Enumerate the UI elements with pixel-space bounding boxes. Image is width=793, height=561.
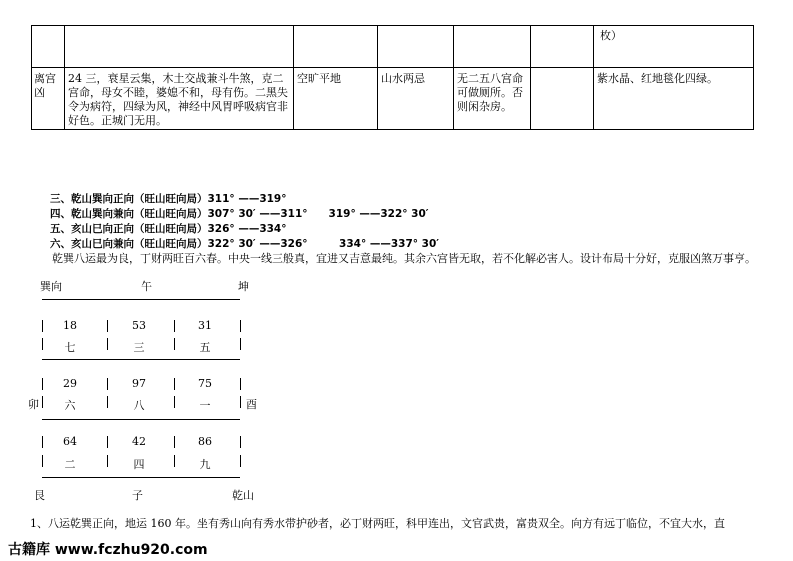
grid-tick: [240, 396, 241, 408]
grid-tick: [240, 436, 241, 448]
verse-paragraph: 乾巽八运最为良，丁财两旺百六春。中央一线三般真，宜进又吉意最纯。其余六宫皆无取，若不化解必害人。设计布局十分好，克服凶煞万事亨。: [52, 252, 756, 265]
table-col-line: [31, 25, 32, 130]
cell-remedy-cont: 枚）: [600, 29, 622, 42]
heading-5: 五、亥山巳向正向（旺山旺向局）326° ——334°: [50, 223, 287, 235]
label-left: 卯: [28, 398, 39, 411]
cell-palace: 离宫凶: [34, 72, 56, 99]
table-border-top: [31, 25, 754, 26]
grid-tick: [174, 320, 175, 332]
grid-tick: [240, 455, 241, 467]
section-headings: [50, 192, 439, 252]
grid-tick: [240, 320, 241, 332]
grid-tick: [42, 378, 43, 390]
grid-tick: [174, 396, 175, 408]
grid-tick: [174, 455, 175, 467]
cell-star: 六: [64, 399, 76, 412]
grid-tick: [42, 455, 43, 467]
cell-number: 18: [63, 319, 77, 332]
table-col-line: [293, 25, 294, 130]
table-col-line: [753, 25, 754, 130]
cell-star: 八: [133, 399, 145, 412]
grid-tick: [42, 338, 43, 350]
table-row-divider: [31, 67, 754, 68]
heading-3: 三、乾山巽向正向（旺山旺向局）311° ——319°: [50, 193, 287, 205]
label-bottom-mid: 子: [132, 489, 143, 502]
grid-tick: [42, 436, 43, 448]
grid-tick: [107, 338, 108, 350]
cell-star: 一: [199, 399, 211, 412]
cell-number: 75: [198, 377, 212, 390]
grid-tick: [240, 378, 241, 390]
table-col-line: [64, 25, 65, 130]
cell-star: 二: [64, 458, 76, 471]
grid-tick: [107, 320, 108, 332]
table-border-bottom: [31, 129, 754, 130]
label-bottom-left: 艮: [34, 489, 45, 502]
grid-tick: [107, 455, 108, 467]
grid-tick: [107, 436, 108, 448]
grid-line: [42, 477, 240, 478]
cell-environment: 空旷平地: [297, 72, 341, 85]
grid-tick: [42, 396, 43, 408]
cell-number: 29: [63, 377, 77, 390]
cell-star: 四: [133, 458, 145, 471]
label-right: 酉: [246, 398, 257, 411]
cell-star: 九: [199, 458, 211, 471]
cell-mountain-water: 山水两忌: [381, 72, 425, 85]
grid-tick: [174, 436, 175, 448]
table-col-line: [530, 25, 531, 130]
grid-tick: [240, 338, 241, 350]
cell-number: 86: [198, 435, 212, 448]
grid-tick: [174, 378, 175, 390]
table-col-line: [453, 25, 454, 130]
cell-usage: 无二五八宫命可做厕所。否则闲杂房。: [457, 72, 523, 113]
table-col-line: [593, 25, 594, 130]
cell-remedy: 紫水晶、红地毯化四绿。: [597, 72, 718, 85]
cell-star: 七: [64, 341, 76, 354]
fengshui-table: [31, 25, 754, 130]
cell-star: 五: [199, 341, 211, 354]
cell-description: 24 三，衰星云集，木土交战兼斗牛煞，克二宫命，母女不睦，婆媳不和，母有伤。二黑失令为病符，四绿为风，神经中风胃呼吸病官非好色。正城门无用。: [68, 72, 288, 127]
grid-line: [42, 359, 240, 360]
label-top-mid: 午: [141, 280, 152, 293]
heading-6: 六、亥山巳向兼向（旺山旺向局）322° 30′ ——326° 334° ——337° 30′: [50, 238, 440, 250]
bottom-paragraph: 1、八运乾巽正向，地运 160 年。坐有秀山向有秀水带护砂者，必丁财两旺，科甲连出，文官武贵，富贵双全。向方有远丁临位，不宜大水，直: [30, 517, 725, 530]
table-col-line: [377, 25, 378, 130]
cell-star: 三: [133, 341, 145, 354]
grid-tick: [174, 338, 175, 350]
heading-4: 四、乾山巽向兼向（旺山旺向局）307° 30′ ——311° 319° ——322° 30′: [50, 208, 429, 220]
cell-number: 53: [132, 319, 146, 332]
grid-tick: [42, 320, 43, 332]
cell-number: 64: [63, 435, 77, 448]
label-bottom-right: 乾山: [232, 489, 254, 502]
grid-line: [42, 299, 240, 300]
label-top-right: 坤: [238, 280, 249, 293]
grid-tick: [107, 396, 108, 408]
grid-line: [42, 419, 240, 420]
cell-number: 42: [132, 435, 146, 448]
footer-watermark[interactable]: 古籍库 www.fczhu920.com: [8, 542, 208, 558]
label-top-left: 巽向: [40, 280, 62, 293]
cell-number: 97: [132, 377, 146, 390]
grid-tick: [107, 378, 108, 390]
cell-number: 31: [198, 319, 212, 332]
